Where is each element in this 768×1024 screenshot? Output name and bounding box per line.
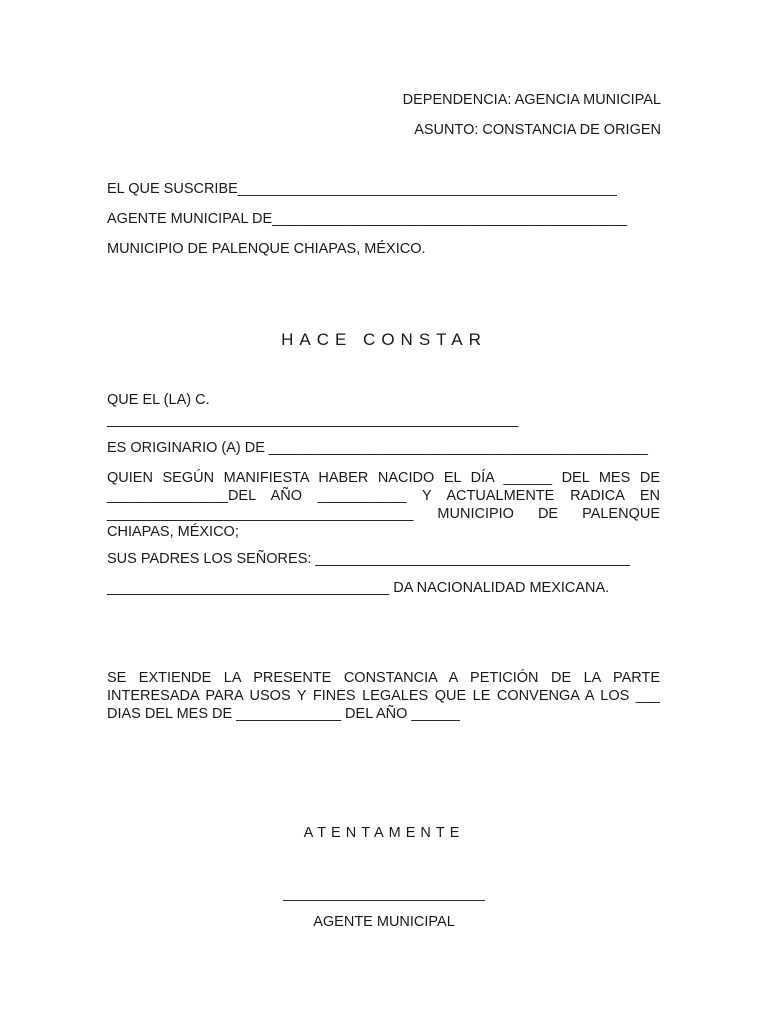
body-padres: SUS PADRES LOS SEÑORES: _______________________________________: [107, 551, 630, 567]
signature-atentamente: ATENTAMENTE: [303, 825, 465, 841]
header-asunto: ASUNTO: CONSTANCIA DE ORIGEN: [414, 122, 661, 138]
signature-line: _________________________: [283, 886, 485, 902]
closing-line: SE EXTIENDE LA PRESENTE CONSTANCIA A PETICIÓN DE LA PARTE: [107, 670, 660, 686]
closing-line: INTERESADA PARA USOS Y FINES LEGALES QUE LE CONVENGA A LOS ___: [107, 688, 660, 704]
closing-line: DIAS DEL MES DE _____________ DEL AÑO ______: [107, 706, 460, 722]
intro-municipio: MUNICIPIO DE PALENQUE CHIAPAS, MÉXICO.: [107, 241, 426, 257]
document-title: HACE CONSTAR: [281, 330, 487, 349]
body-originario: ES ORIGINARIO (A) DE _______________________________________________: [107, 440, 648, 456]
nacido-line: CHIAPAS, MÉXICO;: [107, 524, 239, 540]
nacido-line: QUIEN SEGÚN MANIFIESTA HABER NACIDO EL DÍA ______ DEL MES DE: [107, 470, 660, 486]
nacido-line: _______________DEL AÑO ___________ Y ACTUALMENTE RADICA EN: [107, 488, 660, 504]
intro-suscribe: EL QUE SUSCRIBE_______________________________________________: [107, 181, 617, 197]
nacido-line: ______________________________________ MUNICIPIO DE PALENQUE: [107, 506, 660, 522]
closing-paragraph: [107, 669, 660, 723]
header-dependencia: DEPENDENCIA: AGENCIA MUNICIPAL: [402, 92, 661, 108]
intro-agente: AGENTE MUNICIPAL DE____________________________________________: [107, 211, 627, 227]
body-que-blank: ___________________________________________________: [107, 412, 519, 428]
body-nacionalidad: ___________________________________ DA NACIONALIDAD MEXICANA.: [107, 580, 610, 596]
body-nacido-paragraph: [107, 469, 660, 541]
body-que: QUE EL (LA) C.: [107, 392, 210, 408]
signature-role: AGENTE MUNICIPAL: [313, 914, 455, 930]
